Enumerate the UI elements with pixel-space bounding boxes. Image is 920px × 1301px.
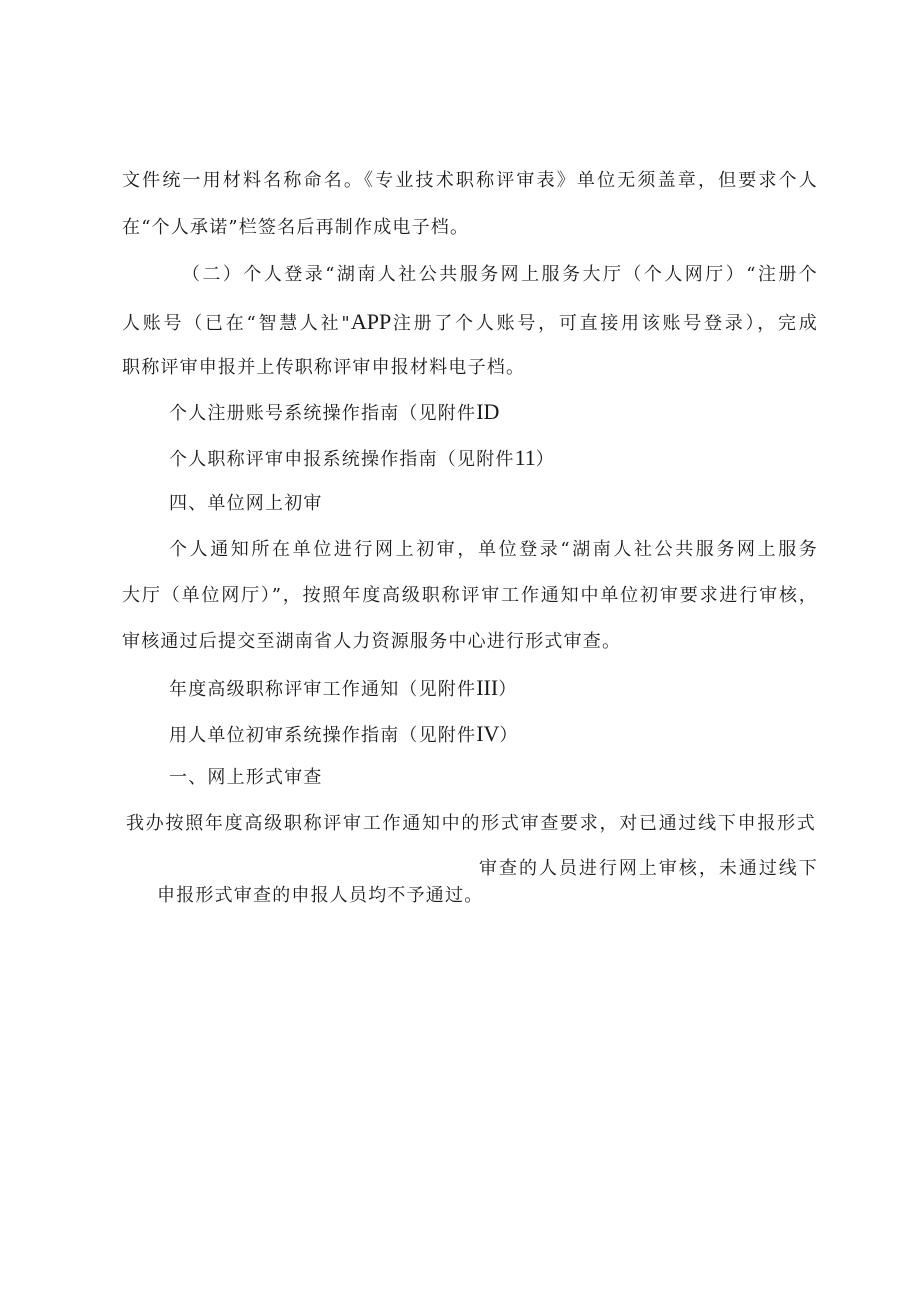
paragraph-line: 文件统一用材料名称命名。《专业技术职称评审表》单位无须盖章，但要求个人: [122, 170, 818, 191]
paragraph-line: 审查的人员进行网上审核，未通过线下: [479, 858, 818, 879]
paragraph-line: （二）个人登录“湖南人社公共服务网上服务大厅（个人网厅）“注册个: [182, 264, 818, 285]
section-heading: 四、单位网上初审: [169, 493, 323, 514]
paragraph-line: 个人通知所在单位进行网上初审，单位登录“湖南人社公共服务网上服务: [169, 539, 818, 560]
paragraph-line: 人账号（已在“智慧人社"APP注册了个人账号，可直接用该账号登录），完成: [122, 309, 818, 334]
attachment-reference: 个人注册账号系统操作指南（见附件ID: [169, 399, 500, 424]
paragraph-line: 在“个人承诺”栏签名后再制作成电子档。: [122, 217, 470, 238]
attachment-reference: 年度高级职称评审工作通知（见附件III）: [169, 675, 518, 700]
paragraph-line: 我办按照年度高级职称评审工作通知中的形式审查要求，对已通过线下申报形式: [126, 813, 816, 834]
paragraph-line: 审核通过后提交至湖南省人力资源服务中心进行形式审查。: [122, 631, 622, 652]
paragraph-line: 申报形式审查的申报人员均不予通过。: [157, 885, 484, 906]
attachment-reference: 个人职称评审申报系统操作指南（见附件11）: [169, 445, 555, 470]
section-heading: 一、网上形式审查: [169, 767, 323, 788]
paragraph-line: 职称评审申报并上传职称评审申报材料电子档。: [122, 357, 526, 378]
paragraph-line: 大厅（单位网厅）”，按照年度高级职称评审工作通知中单位初审要求进行审核，: [122, 585, 818, 606]
attachment-reference: 用人单位初审系统操作指南（见附件IV）: [169, 721, 519, 746]
